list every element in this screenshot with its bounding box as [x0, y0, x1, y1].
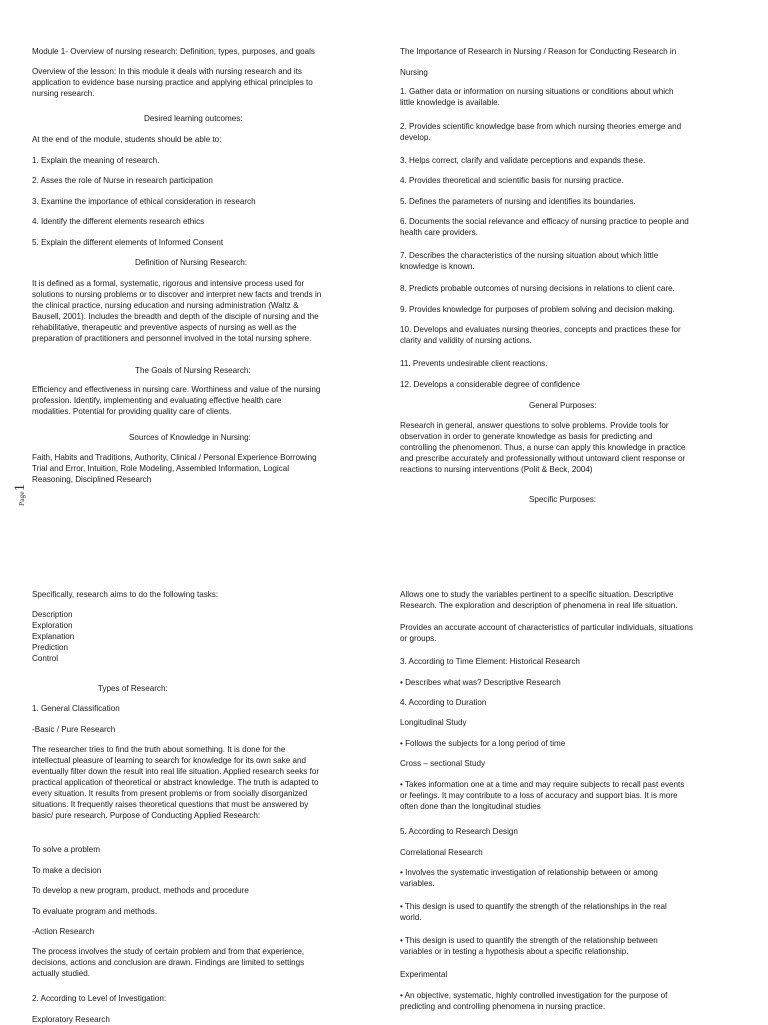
text-line: To evaluate program and methods. — [32, 907, 158, 916]
text-line: 3. Helps correct, clarify and validate perceptions and expands these. — [400, 156, 646, 165]
text-line: Correlational Research — [400, 848, 483, 857]
text-line: little knowledge is available. — [400, 98, 500, 107]
text-line: 5. Explain the different elements of Informed Consent — [32, 238, 224, 247]
text-line: Cross – sectional Study — [400, 759, 486, 768]
text-line: Allows one to study the variables pertinent to a specific situation. Descriptive — [400, 590, 674, 599]
text-line: the clinical practice, nursing education and nursing administration (Waltz & — [32, 301, 299, 310]
text-line: preparation of practitioners and personnel involved in the total nursing sphere. — [32, 334, 312, 343]
text-line: • Describes what was? Descriptive Research — [400, 678, 561, 687]
page-number: 1 — [12, 483, 28, 492]
text-line: health care providers. — [400, 228, 478, 237]
text-line: Nursing — [400, 68, 428, 77]
text-line: Research. The exploration and description of phenomena in real life situation. — [400, 601, 678, 610]
text-line: Provides an accurate account of characteristics of particular individuals, situations — [400, 623, 693, 632]
text-line: Efficiency and effectiveness in nursing care. Worthiness and value of the nursing — [32, 385, 321, 394]
text-line: 6. Documents the social relevance and efficacy of nursing practice to people and — [400, 217, 689, 226]
text-line: Module 1- Overview of nursing research: Definition, types, purposes, and goals — [32, 47, 315, 56]
text-line: nursing research. — [32, 89, 95, 98]
text-line: Definition of Nursing Research: — [135, 258, 248, 267]
text-line: The process involves the study of certain problem and from that experience, — [32, 947, 305, 956]
text-line: Trial and Error, Intuition, Role Modeling, Assembled Information, Logical — [32, 464, 290, 473]
text-line: 7. Describes the characteristics of the nursing situation about which little — [400, 251, 659, 260]
text-line: 1. General Classification — [32, 704, 120, 713]
text-line: 5. According to Research Design — [400, 827, 518, 836]
text-line: To solve a problem — [32, 845, 100, 854]
text-line: 8. Predicts probable outcomes of nursing decisions in relations to client care. — [400, 284, 675, 293]
text-line: To develop a new program, product, methods and procedure — [32, 886, 249, 895]
text-line: 4. According to Duration — [400, 698, 487, 707]
text-line: rehabilitative, therapeutic and preventive aspects of nursing as well as the — [32, 323, 297, 332]
text-line: 10. Develops and evaluates nursing theories, concepts and practices these for — [400, 325, 681, 334]
text-line: The researcher tries to find the truth about something. It is done for the — [32, 745, 286, 754]
text-line: actually studied. — [32, 969, 91, 978]
text-line: General Purposes: — [529, 401, 597, 410]
text-line: Longitudinal Study — [400, 718, 467, 727]
text-line: The Goals of Nursing Research: — [135, 366, 251, 375]
text-line: Bausell, 2001). Includes the breadth and depth of the disciple of nursing and the — [32, 312, 319, 321]
text-line: -Action Research — [32, 927, 95, 936]
text-line: decisions, actions and conclusion are drawn. Findings are limited to settings — [32, 958, 305, 967]
text-line: Sources of Knowledge in Nursing: — [129, 433, 251, 442]
text-line: Control — [32, 654, 59, 663]
text-line: 3. According to Time Element: Historical Research — [400, 657, 580, 666]
page-number-label — [10, 484, 30, 506]
text-line: solutions to nursing problems or to discover and interpret new facts and trends in — [32, 290, 322, 299]
text-line: and prescribe accurately and professionally without untoward client response or — [400, 454, 686, 463]
text-line: Specifically, research aims to do the following tasks: — [32, 590, 219, 599]
text-line: Faith, Habits and Traditions, Authority, Clinical / Personal Experience Borrowing — [32, 453, 317, 462]
text-line: Reasoning, Disciplined Research — [32, 475, 152, 484]
text-line: profession. Identify, implementing and evaluating effective health care — [32, 396, 282, 405]
text-line: 11. Prevents undesirable client reactions. — [400, 359, 548, 368]
text-line: situations. It frequently raises theoretical questions that must be answered by — [32, 800, 309, 809]
text-line: knowledge is known. — [400, 262, 475, 271]
text-line: 12. Develops a considerable degree of confidence — [400, 380, 580, 389]
text-line: often done than the longitudinal studies — [400, 802, 541, 811]
text-line: clarity and validity of nursing actions. — [400, 336, 532, 345]
text-line: Overview of the lesson: In this module it deals with nursing research and its — [32, 67, 302, 76]
text-line: Experimental — [400, 970, 448, 979]
text-line: predicting and controlling phenomena in nursing practice. — [400, 1002, 606, 1011]
text-line: develop. — [400, 133, 431, 142]
text-line: Explanation — [32, 632, 75, 641]
text-line: observation in order to generate knowledge as basis for predicting and — [400, 432, 653, 441]
text-line: 5. Defines the parameters of nursing and identifies its boundaries. — [400, 197, 636, 206]
text-line: variables. — [400, 879, 435, 888]
text-line: It is defined as a formal, systematic, rigorous and intensive process used for — [32, 279, 305, 288]
text-line: • This design is used to quantify the strength of the relationship between — [400, 936, 658, 945]
text-line: 1. Gather data or information on nursing situations or conditions about which — [400, 87, 674, 96]
text-line: application to evidence base nursing practice and applying ethical principles to — [32, 78, 313, 87]
text-line: • This design is used to quantify the strength of the relationships in the real — [400, 902, 667, 911]
text-line: Types of Research: — [98, 684, 168, 693]
text-line: Exploratory Research — [32, 1015, 110, 1024]
text-line: variables or in testing a hypothesis about a specific relationship. — [400, 947, 629, 956]
text-line: 1. Explain the meaning of research. — [32, 156, 160, 165]
text-line: or feelings. It may contribute to a loss of accuracy and support bias. It is more — [400, 791, 678, 800]
text-line: or groups. — [400, 634, 437, 643]
text-line: 2. Provides scientific knowledge base from which nursing theories emerge and — [400, 122, 682, 131]
text-line: Specific Purposes: — [529, 495, 597, 504]
text-line: • Takes information one at a time and may require subjects to recall past events — [400, 780, 685, 789]
text-line: 3. Examine the importance of ethical consideration in research — [32, 197, 256, 206]
page-label: Page — [17, 491, 26, 506]
text-line: 4. Identify the different elements research ethics — [32, 217, 205, 226]
text-line: 9. Provides knowledge for purposes of problem solving and decision making. — [400, 305, 675, 314]
text-line: eventually filter down the result into real life situation. Applied research seeks for — [32, 767, 320, 776]
text-line: -Basic / Pure Research — [32, 725, 116, 734]
text-line: At the end of the module, students should be able to: — [32, 135, 222, 144]
text-line: every situation. It results from present problems or from socially disorganized — [32, 789, 308, 798]
text-line: 4. Provides theoretical and scientific basis for nursing practice. — [400, 176, 624, 185]
text-line: • Involves the systematic investigation of relationship between or among — [400, 868, 658, 877]
text-line: To make a decision — [32, 866, 102, 875]
text-line: The Importance of Research in Nursing / Reason for Conducting Research in — [400, 47, 677, 56]
text-line: controlling the phenomenon. Thus, a nurse can apply this knowledge in practice — [400, 443, 686, 452]
text-line: • Follows the subjects for a long period of time — [400, 739, 566, 748]
text-line: 2. According to Level of Investigation: — [32, 994, 167, 1003]
text-line: • An objective, systematic, highly controlled investigation for the purpose of — [400, 991, 668, 1000]
text-line: practical application of theoretical or abstract knowledge. The truth is adapted to — [32, 778, 319, 787]
text-line: Desired learning outcomes: — [144, 114, 243, 123]
text-line: basic/ pure research. Purpose of Conducting Applied Research: — [32, 811, 261, 820]
text-line: Exploration — [32, 621, 73, 630]
text-line: Research in general, answer questions to solve problems. Provide tools for — [400, 421, 669, 430]
text-line: Prediction — [32, 643, 68, 652]
text-line: Description — [32, 610, 73, 619]
text-line: intellectual pleasure of learning to search for knowledge for its own sake and — [32, 756, 306, 765]
text-line: 2. Asses the role of Nurse in research participation — [32, 176, 213, 185]
text-line: world. — [400, 913, 422, 922]
text-line: reactions to nursing interventions (Polit & Beck, 2004) — [400, 465, 593, 474]
text-line: modalities. Potential for providing quality care of clients. — [32, 407, 232, 416]
